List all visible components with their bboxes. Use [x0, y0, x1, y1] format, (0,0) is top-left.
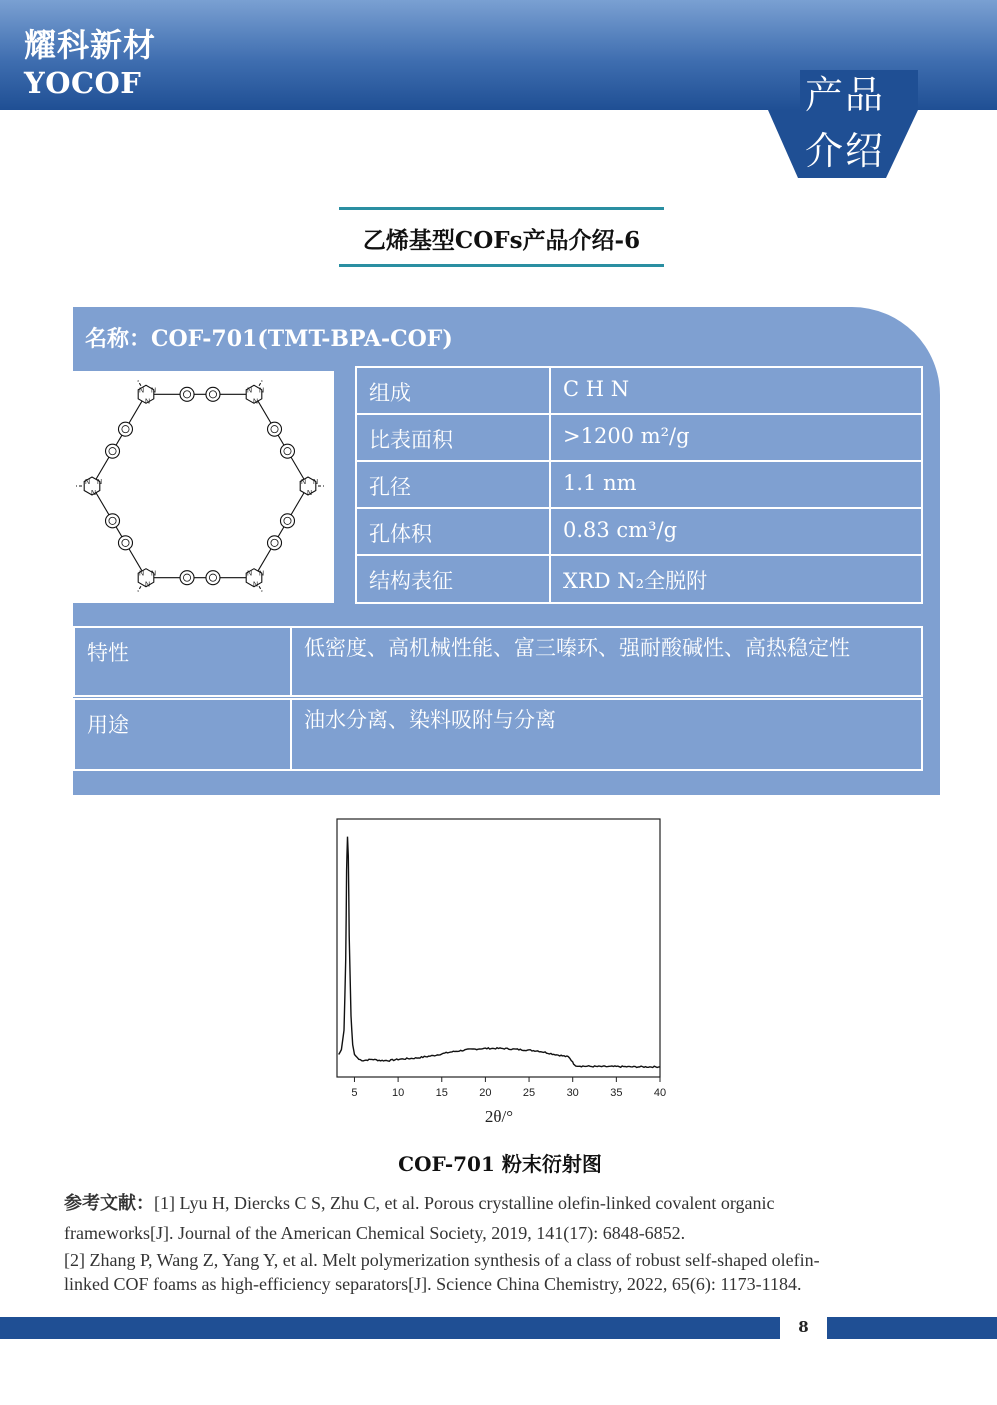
x-tick-label-5: 5 — [351, 1087, 358, 1099]
tab-label-line2: 介绍 — [805, 129, 886, 173]
nitrogen-label: N — [247, 387, 253, 395]
features-value: 低密度、高机械性能、富三嗪环、强耐酸碱性、高热稳定性 — [290, 626, 923, 697]
brand-name-en: YOCOF — [24, 66, 142, 100]
x-tick-label-40: 40 — [653, 1087, 667, 1099]
footer-bar-left — [0, 1317, 780, 1339]
linker-bond — [92, 394, 146, 486]
features-label: 特性 — [73, 626, 293, 697]
prop-value-characterization: XRD N₂全脱附 — [549, 554, 923, 604]
x-tick-label-10: 10 — [391, 1087, 405, 1099]
brand-name-cn: 耀科新材 — [24, 26, 157, 64]
linker-bond — [254, 394, 308, 486]
section-title: 乙烯基型COFs产品介绍-6 — [362, 227, 641, 254]
prop-label-characterization: 结构表征 — [355, 554, 551, 604]
benzene-ring — [268, 536, 282, 550]
prop-label-composition: 组成 — [355, 366, 551, 415]
nitrogen-label: N — [307, 490, 313, 497]
nitrogen-label: N — [85, 479, 91, 486]
benzene-ring — [106, 514, 120, 528]
benzene-ring — [118, 536, 132, 550]
chart-caption: COF-701 粉末衍射图 — [398, 1152, 602, 1176]
x-tick-label-30: 30 — [566, 1087, 579, 1099]
prop-value-pore-size: 1.1 nm — [549, 460, 923, 509]
nitrogen-label: N — [259, 570, 265, 578]
page-number: 8 — [798, 1318, 809, 1336]
nitrogen-label: N — [145, 398, 151, 406]
product-name: 名称：COF-701(TMT-BPA-COF) — [85, 326, 453, 352]
x-tick-label-20: 20 — [479, 1087, 492, 1099]
references-prefix: 参考文献： — [64, 1193, 154, 1213]
structure-image — [73, 371, 334, 603]
plot-frame — [337, 819, 660, 1077]
prop-label-pore-size: 孔径 — [355, 460, 551, 509]
cof-structure-diagram — [73, 371, 334, 603]
prop-label-pore-volume: 孔体积 — [355, 507, 551, 556]
prop-value-surface-area: >1200 m²/g — [549, 413, 923, 462]
nitrogen-label: N — [247, 570, 253, 578]
benzene-ring — [118, 422, 132, 436]
uses-value: 油水分离、染料吸附与分离 — [290, 698, 923, 771]
nitrogen-label: N — [253, 581, 259, 589]
tab-label-line1: 产品 — [805, 73, 886, 117]
reference-1-line-2: frameworks[J]. Journal of the American Chemical Society, 2019, 141(17): 6848-6852. — [64, 1223, 686, 1243]
benzene-ring — [206, 387, 220, 401]
nitrogen-label: N — [145, 581, 151, 589]
nitrogen-label: N — [301, 479, 307, 486]
linker-bond — [254, 486, 308, 578]
footer-bar-right — [827, 1317, 997, 1339]
prop-label-surface-area: 比表面积 — [355, 413, 551, 462]
nitrogen-label: N — [259, 387, 265, 395]
x-tick-label-15: 15 — [435, 1087, 448, 1099]
benzene-ring — [280, 514, 294, 528]
benzene-ring — [180, 387, 194, 401]
nitrogen-label: N — [97, 479, 103, 486]
nitrogen-label: N — [91, 490, 97, 497]
x-axis-label: 2θ/° — [484, 1107, 514, 1126]
reference-2-line-1: [2] Zhang P, Wang Z, Yang Y, et al. Melt polymerization synthesis of a class of robust self-shaped olefin- — [64, 1250, 820, 1270]
prop-value-composition: C H N — [549, 366, 923, 415]
uses-label: 用途 — [73, 698, 293, 771]
benzene-ring — [206, 571, 220, 585]
nitrogen-label: N — [313, 479, 319, 486]
nitrogen-label: N — [151, 387, 157, 395]
xrd-chart — [320, 812, 680, 1132]
prop-value-pore-volume: 0.83 cm³/g — [549, 507, 923, 556]
benzene-ring — [180, 571, 194, 585]
benzene-ring — [268, 422, 282, 436]
x-tick-label-25: 25 — [522, 1087, 536, 1099]
nitrogen-label: N — [151, 570, 157, 578]
nitrogen-label: N — [139, 387, 145, 395]
reference-1-line-1: 参考文献：[1] Lyu H, Diercks C S, Zhu C, et al. Porous crystalline olefin-linked covalent organic — [64, 1193, 775, 1213]
reference-2-line-2: linked COF foams as high-efficiency separators[J]. Science China Chemistry, 2022, 65(6): 1173-1184. — [64, 1274, 802, 1294]
nitrogen-label: N — [253, 398, 259, 406]
linker-bond — [92, 486, 146, 578]
nitrogen-label: N — [139, 570, 145, 578]
x-tick-label-35: 35 — [610, 1087, 623, 1099]
benzene-ring — [106, 444, 120, 458]
benzene-ring — [280, 444, 294, 458]
